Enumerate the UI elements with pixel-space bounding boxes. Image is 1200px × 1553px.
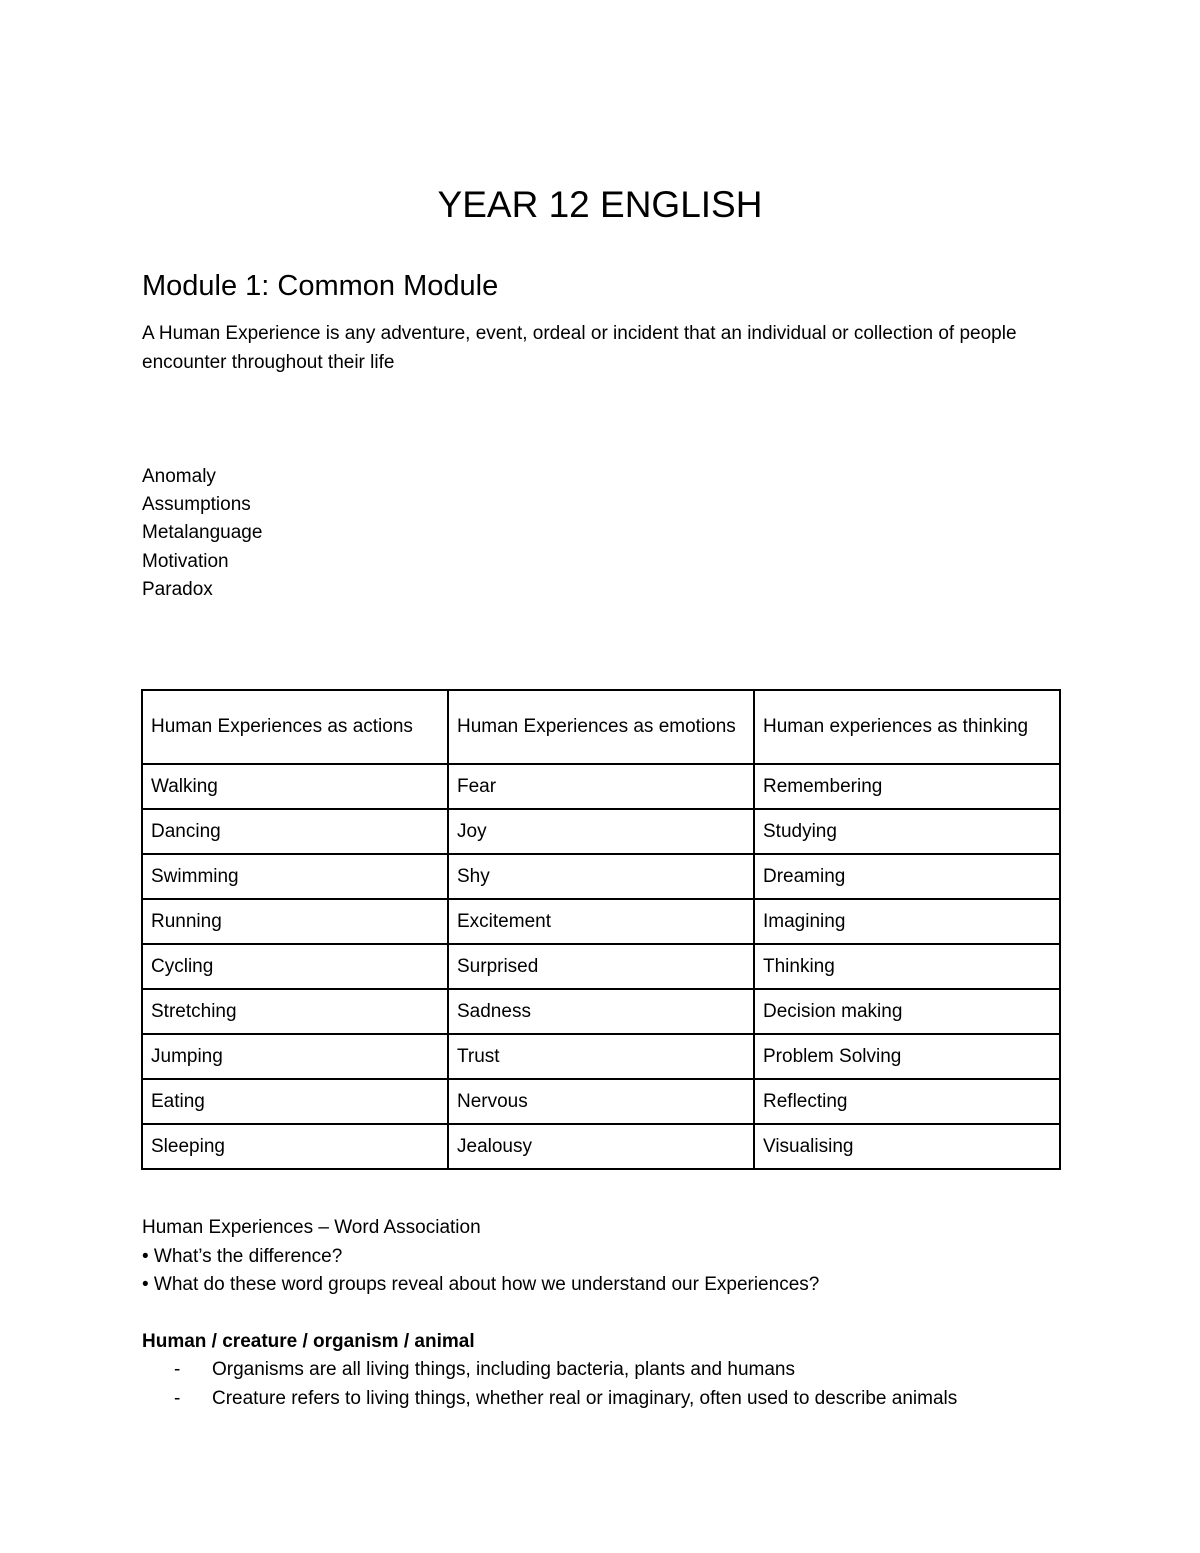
subsection-heading: Human / creature / organism / animal [142,1331,475,1352]
term-item: Paradox [142,578,213,600]
table-cell: Thinking [754,944,1060,989]
table-cell: Joy [448,809,754,854]
table-cell: Swimming [142,854,448,899]
term-item: Assumptions [142,494,251,516]
table-cell: Cycling [142,944,448,989]
table-cell: Shy [448,854,754,899]
list-item-text: Creature refers to living things, whether real or imaginary, often used to describe animals [212,1387,958,1409]
table-cell: Stretching [142,989,448,1034]
table-cell: Jumping [142,1034,448,1079]
table-row [142,1124,1060,1169]
table-row [142,899,1060,944]
word-association-section [142,1214,819,1300]
table-cell: Remembering [754,764,1060,809]
table-cell: Sleeping [142,1124,448,1169]
table-row [142,764,1060,809]
word-association-heading: Human Experiences – Word Association [142,1217,481,1238]
question-bullet: • What do these word groups reveal about how we understand our Experiences? [142,1274,820,1295]
term-list [142,463,262,604]
term-item: Motivation [142,550,229,572]
dash-marker: - [174,1359,181,1380]
table-cell: Jealousy [448,1124,754,1169]
definition-paragraph: A Human Experience is any adventure, event, ordeal or incident that an individual or collection of people encounter throughout their life [142,323,1017,373]
dash-marker: - [174,1387,181,1409]
table-cell: Dancing [142,809,448,854]
human-experiences-table [141,689,1061,1170]
table-cell: Trust [448,1034,754,1079]
table-cell: Dreaming [754,854,1060,899]
table-row [142,944,1060,989]
table-cell: Surprised [448,944,754,989]
table-row [142,1079,1060,1124]
term-item: Metalanguage [142,522,263,544]
list-item-text: Organisms are all living things, including bacteria, plants and humans [212,1359,795,1380]
table-header-row [142,690,1060,764]
table-cell: Reflecting [754,1079,1060,1124]
table-cell: Excitement [448,899,754,944]
table-row [142,989,1060,1034]
table-cell: Nervous [448,1079,754,1124]
table-cell: Visualising [754,1124,1060,1169]
table-header-cell: Human Experiences as actions [142,690,448,764]
definition-list [142,1356,957,1413]
table-cell: Sadness [448,989,754,1034]
table-cell: Fear [448,764,754,809]
table-cell: Studying [754,809,1060,854]
list-item [142,1385,957,1414]
table-cell: Imagining [754,899,1060,944]
table-header-cell: Human experiences as thinking [754,690,1060,764]
table-row [142,809,1060,854]
table-row [142,854,1060,899]
table-cell: Walking [142,764,448,809]
table-cell: Running [142,899,448,944]
list-item [142,1356,957,1385]
question-bullet: • What’s the difference? [142,1245,343,1267]
table-cell: Decision making [754,989,1060,1034]
module-heading: Module 1: Common Module [142,270,499,302]
document-title: YEAR 12 ENGLISH [437,184,763,225]
table-cell: Eating [142,1079,448,1124]
term-item: Anomaly [142,466,216,487]
table-cell: Problem Solving [754,1034,1060,1079]
table-header-cell: Human Experiences as emotions [448,690,754,764]
table-row [142,1034,1060,1079]
